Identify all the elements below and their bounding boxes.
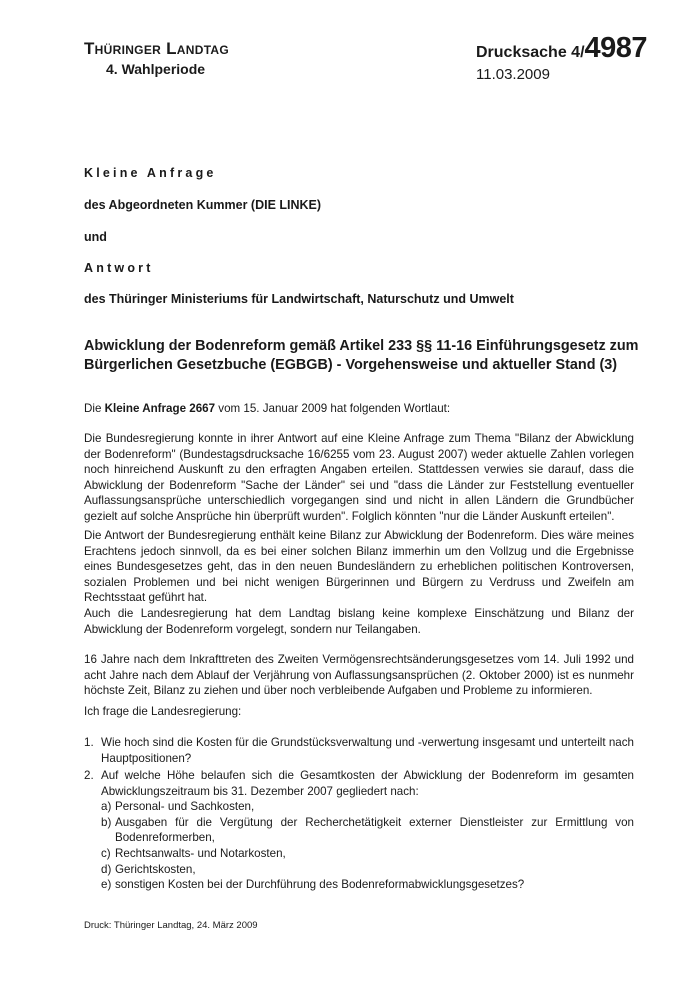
heading-antwort: Antwort xyxy=(84,261,154,275)
print-footer: Druck: Thüringer Landtag, 24. März 2009 xyxy=(84,920,258,931)
document-number-label: Drucksache 4/ xyxy=(476,44,585,61)
document-date: 11.03.2009 xyxy=(476,66,550,83)
question-number: 2. xyxy=(84,769,94,782)
paragraph: Auch die Landesregierung hat dem Landtag bislang keine komplexe Einschätzung und Bilanz der Abwicklung der Bodenreform vorgelegt, sondern nur Teilangaben. xyxy=(84,607,634,636)
paragraph: Die Antwort der Bundesregierung enthält keine Bilanz zur Abwicklung der Bodenreform. Dies wäre meines Erachtens jedoch sinnvoll, da es bei einer solchen Bilanz immerhin um den Vollzug und die Ergebnisse eines Bundesgesetzes geht, das in den neuen Bundesländern zu erheblichen politischen Kontroversen, sozialen Problemen und bei nicht wenigen Bürgerinnen und Bürgern zu Verdruss und Zweifeln am Rechtsstaat geführt hat. xyxy=(84,529,634,605)
subitem-letter: b) xyxy=(101,815,112,829)
header-left xyxy=(84,38,229,78)
subitem-text: sonstigen Kosten bei der Durchführung des Bodenreformabwicklungsgesetzes? xyxy=(115,878,525,892)
question-number: 1. xyxy=(84,736,94,749)
intro-suffix: vom 15. Januar 2009 hat folgenden Wortlaut: xyxy=(218,402,451,415)
subitem-letter: a) xyxy=(101,800,112,814)
subitem xyxy=(101,846,634,862)
subitem xyxy=(101,799,634,815)
intro-prefix: Die xyxy=(84,402,102,415)
subitem-letter: e) xyxy=(101,878,112,892)
subitem-text: Ausgaben für die Vergütung der Recherchetätigkeit externer Dienstleister zur Ermittlung von Bodenreformerben, xyxy=(115,815,634,845)
question-text: Wie hoch sind die Kosten für die Grundstücksverwaltung und -verwertung insgesamt und unterteilt nach Hauptpositionen? xyxy=(101,736,634,765)
heading-kleine-anfrage: Kleine Anfrage xyxy=(84,166,217,180)
document-number xyxy=(476,34,647,67)
subitem xyxy=(101,862,634,878)
question-subitems xyxy=(101,799,634,893)
document-number-value: 4987 xyxy=(584,32,648,64)
heading-und: und xyxy=(84,230,107,244)
subitem xyxy=(101,815,634,846)
header-right xyxy=(476,34,647,83)
heading-ministerium: des Thüringer Ministeriums für Landwirtschaft, Naturschutz und Umwelt xyxy=(84,292,514,306)
paragraph: 16 Jahre nach dem Inkrafttreten des Zweiten Vermögensrechtsänderungsgesetzes vom 14. Juli 1992 und acht Jahre nach dem Ablauf der Verjährung von Auflassungsansprüchen (2. Oktober 2000) ist es nunmehr höchste Zeit, Bilanz zu ziehen und über noch verbleibende Aufgaben und Probleme zu informieren. xyxy=(84,653,634,698)
paragraph: Die Bundesregierung konnte in ihrer Antwort auf eine Kleine Anfrage zum Thema "Bilanz der Abwicklung der Bodenreform" (Bundestagsdrucksache 16/6255 vom 23. August 2007) weder aktuelle Zahlen vorlegen noch hinreichend Auskunft zu den erfragten Angaben erteilen. Stattdessen verwies sie darauf, dass die Abwicklung der Bodenreform "Sache der Länder" sei und "dass die Länder zur Feststellung eventueller Auflassungsansprüche unterschiedlich vorgegangen sind und nicht in allen Ländern die Grundbücher gezielt auf solche Ansprüche hin überprüft wurden". Folglich könnten "nur die Länder Auskunft erteilen". xyxy=(84,432,634,523)
question-text: Auf welche Höhe belaufen sich die Gesamtkosten der Abwicklung der Bodenreform im gesamten Abwicklungszeitraum bis 31. Dezember 2007 gegliedert nach: xyxy=(101,769,634,798)
subitem-letter: d) xyxy=(101,862,112,876)
subitem-text: Personal- und Sachkosten, xyxy=(115,800,255,814)
subitem-text: Gerichtskosten, xyxy=(115,862,196,876)
parliament-name: Thüringer Landtag xyxy=(84,39,230,58)
legislative-period: 4. Wahlperiode xyxy=(106,61,206,77)
intro-paragraph xyxy=(84,401,634,417)
question-2 xyxy=(84,768,634,893)
subitem xyxy=(101,877,634,893)
paragraph: Ich frage die Landesregierung: xyxy=(84,705,242,718)
subitem-letter: c) xyxy=(101,846,111,860)
subitem-text: Rechtsanwalts- und Notarkosten, xyxy=(115,846,286,860)
document-subject: Abwicklung der Bodenreform gemäß Artikel 233 §§ 11-16 Einführungsgesetz zum Bürgerlichen Gesetzbuche (EGBGB) - Vorgehensweise und aktueller Stand (3) xyxy=(84,338,639,373)
intro-reference: Kleine Anfrage 2667 xyxy=(104,402,216,415)
question-1 xyxy=(84,735,634,766)
heading-abgeordneter: des Abgeordneten Kummer (DIE LINKE) xyxy=(84,198,322,212)
